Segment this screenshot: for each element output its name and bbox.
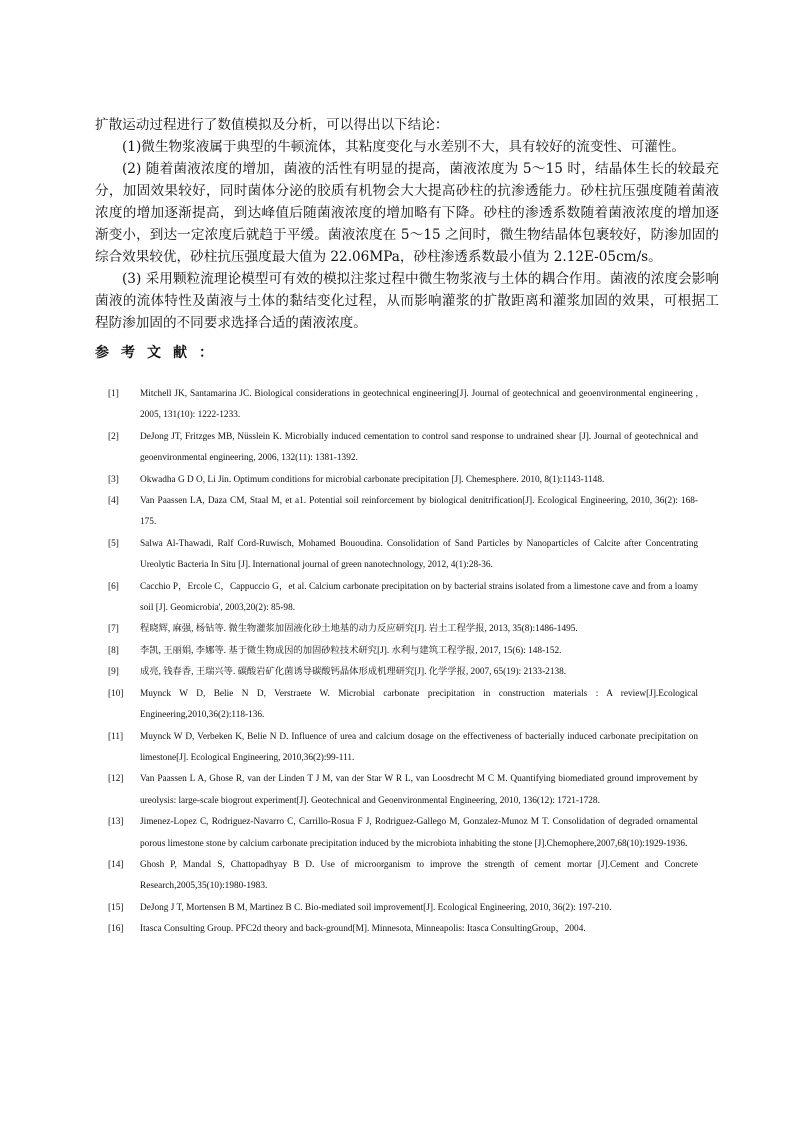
reference-text: Jimenez-Lopez C, Rodriguez-Navarro C, Carrillo-Rosua F J, Rodriguez-Gallego M, Gonzalez-Munoz M T. Consolidation of degraded ornamental porous limestone stone by calcium carbonate precipitation induced by the microbiota inhabiting the stone [J].Chemophere,2007,68(10):1929-1936.: [140, 817, 698, 849]
reference-number: [2]: [108, 431, 119, 442]
reference-text: Van Paassen LA, Daza CM, Staal M, et a1. Potential soil reinforcement by biological denitrification[J]. Ecological Engineering, 2010, 36(2): 168-175.: [140, 496, 698, 528]
reference-number: [5]: [108, 538, 119, 549]
reference-item: [108, 427, 698, 470]
reference-number: [7]: [108, 624, 119, 635]
reference-item: [108, 641, 698, 662]
conclusion-2: (2) 随着菌液浓度的增加，菌液的活性有明显的提高，菌液浓度为 5～15 时，结晶体生长的较最充分，加固效果较好，同时菌体分泌的胶质有机物会大大提高砂柱的抗渗透能力。砂柱抗压强度随着菌液浓度的增加逐渐提高，到达峰值后随菌液浓度的增加略有下降。砂柱的渗透系数随着菌液浓度的增加逐渐变小，到达一定浓度后就趋于平缓。菌液浓度在 5～15 之间时，微生物结晶体包裹较好，防渗加固的综合效果较优，砂柱抗压强度最大值为 22.06MPa，砂柱渗透系数最小值为 2.12E-05cm/s。: [95, 161, 719, 265]
reference-number: [4]: [108, 496, 119, 507]
reference-item: [108, 898, 698, 919]
references-list: [108, 384, 698, 941]
reference-item: [108, 384, 698, 427]
reference-number: [1]: [108, 389, 119, 399]
reference-number: [11]: [108, 731, 124, 742]
reference-number: [14]: [108, 859, 124, 870]
reference-text: DeJong J T, Mortensen B M, Martinez B C. Bio-mediated soil improvement[J]. Ecological Engineering, 2010, 36(2): 197-210.: [140, 902, 612, 913]
intro-paragraph: 扩散运动过程进行了数值模拟及分析，可以得出以下结论：: [95, 117, 449, 133]
reference-item: [108, 619, 698, 640]
reference-text: Cacchio P，Ercole C，Cappuccio G，et al. Calcium carbonate precipitation on by bacterial strains isolated from a limestone cave and from a loamy soil [J]. Geomicrobia', 2003,20(2): 85-98.: [140, 581, 698, 614]
reference-item: [108, 577, 698, 620]
reference-number: [6]: [108, 581, 119, 592]
reference-item: [108, 855, 698, 898]
reference-item: [108, 470, 698, 491]
reference-text: Ghosh P, Mandal S, Chattopadhyay B D. Use of microorganism to improve the strength of cement mortar [J].Cement and Concrete Research,2005,35(10):1980-1983.: [140, 859, 698, 892]
conclusion-3: (3) 采用颗粒流理论模型可有效的模拟注浆过程中微生物浆液与土体的耦合作用。菌液的浓度会影响菌液的流体特性及菌液与土体的黏结变化过程，从而影响灌浆的扩散距离和灌浆加固的效果，可根据工程防渗加固的不同要求选择合适的菌液浓度。: [95, 271, 719, 331]
reference-number: [12]: [108, 774, 124, 785]
reference-item: [108, 919, 698, 940]
reference-text: 李凯, 王丽娟, 李娜等. 基于微生物成因的加固砂粒技术研究[J]. 水利与建筑工程学报, 2017, 15(6): 148-152.: [140, 645, 562, 656]
reference-text: DeJong JT, Fritzges MB, Nüsslein K. Microbially induced cementation to control sand response to undrained shear [J]. Journal of geotechnical and geoenvironmental engineering, 2006, 132(11): 1381-1392.: [140, 431, 698, 464]
reference-text: 程晓辉, 麻强, 杨钻等. 微生物灌浆加固液化砂土地基的动力反应研究[J]. 岩土工程学报, 2013, 35(8):1486-1495.: [140, 624, 578, 635]
reference-item: [108, 534, 698, 577]
reference-text: Van Paassen L A, Ghose R, van der Linden T J M, van der Star W R L, van Loosdrecht M C M. Quantifying biomediated ground improvement by ureolysis: large-scale biogrout experiment[J]. Geotechnical and Geoenvironmental Engineering, 2010, 136(12): 1721-1728.: [140, 774, 698, 806]
reference-number: [9]: [108, 667, 119, 678]
reference-text: 成亮, 钱春香, 王瑞兴等. 碳酸岩矿化菌诱导碳酸钙晶体形成机理研究[J]. 化学学报, 2007, 65(19): 2133-2138.: [140, 667, 567, 678]
reference-number: [10]: [108, 688, 124, 699]
reference-number: [15]: [108, 902, 124, 913]
reference-text: Itasca Consulting Group. PFC2d theory and back-ground[M]. Minnesota, Minneapolis: Itasca ConsultingGroup，2004.: [140, 924, 586, 935]
reference-item: [108, 727, 698, 770]
reference-number: [13]: [108, 817, 124, 828]
reference-item: [108, 812, 698, 855]
references-heading: 参考文献：: [95, 345, 225, 361]
reference-text: Muynck W D, Belie N D, Verstraete W. Microbial carbonate precipitation in construction materials : A review[J].Ecological Engineering,2010,36(2):118-136.: [140, 688, 698, 721]
reference-text: Salwa Al-Thawadi, Ralf Cord-Ruwisch, Mohamed Bououdina. Consolidation of Sand Particles by Nanoparticles of Calcite after Concentrating Ureolytic Bacteria In Situ [J]. International journal of green nanotechnology, 2012, 4(1):28-36.: [140, 538, 698, 571]
reference-number: [3]: [108, 474, 119, 485]
reference-text: Okwadha G D O, Li Jin. Optimum conditions for microbial carbonate precipitation [J]. Chemesphere. 2010, 8(1):1143-1148.: [140, 474, 605, 485]
reference-item: [108, 662, 698, 683]
conclusions-section: [95, 114, 719, 334]
reference-text: Muynck W D, Verbeken K, Belie N D. Influence of urea and calcium dosage on the effectiveness of bacterially induced carbonate precipitation on limestone[J]. Ecological Engineering, 2010,36(2):99-111.: [140, 731, 698, 763]
reference-text: Mitchell JK, Santamarina JC. Biological considerations in geotechnical engineering[J]. Journal of geotechnical and geoenvironmental engineering , 2005, 131(10): 1222-1233.: [140, 389, 698, 421]
reference-item: [108, 769, 698, 812]
reference-number: [16]: [108, 924, 124, 935]
conclusion-1: (1)微生物浆液属于典型的牛顿流体，其粘度变化与水差别不大，具有较好的流变性、可灌性。: [122, 139, 686, 155]
reference-number: [8]: [108, 645, 119, 656]
reference-item: [108, 491, 698, 534]
reference-item: [108, 684, 698, 727]
